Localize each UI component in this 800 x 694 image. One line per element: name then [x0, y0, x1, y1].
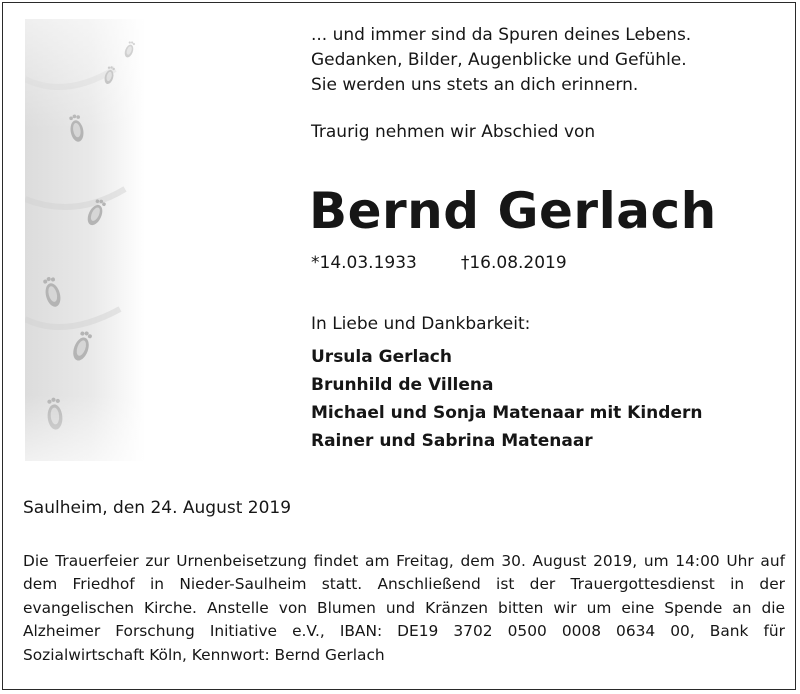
life-dates: [311, 251, 567, 276]
death-date: †16.08.2019: [460, 253, 567, 273]
verse-line: Sie werden uns stets an dich erinnern.: [311, 75, 639, 95]
notice-frame: [2, 2, 796, 690]
memorial-verse: [311, 23, 781, 98]
mourner-name: Michael und Sonja Matenaar mit Kindern: [311, 403, 703, 423]
farewell-line: Traurig nehmen wir Abschied von: [311, 122, 596, 142]
funeral-notice: Die Trauerfeier zur Urnenbeisetzung findet am Freitag, dem 30. August 2019, um 14:00 Uhr auf dem Friedhof in Nieder-Saulheim statt. Anschließend ist der Trauergottesdienst in der evangelischen Kirche. Anstelle von Blumen und Kränzen bitten wir um eine Spende an die Alzheimer Forschung Initiative e.V., IBAN: DE19 3702 0500 0008 0634 00, Bank für Sozialwirtschaft Köln, Kennwort: Bernd Gerlach: [23, 552, 785, 664]
deceased-name: Bernd Gerlach: [309, 182, 717, 240]
birth-date: *14.03.1933: [311, 253, 417, 273]
footprints-image: [25, 19, 145, 461]
mourner-name: Rainer und Sabrina Matenaar: [311, 431, 593, 451]
verse-line: Gedanken, Bilder, Augenblicke und Gefühle.: [311, 50, 687, 70]
mourners-list: [311, 343, 702, 455]
mourner-name: Ursula Gerlach: [311, 347, 452, 367]
gratitude-line: In Liebe und Dankbarkeit:: [311, 314, 531, 334]
mourner-name: Brunhild de Villena: [311, 375, 494, 395]
place-date: Saulheim, den 24. August 2019: [23, 498, 292, 518]
verse-line: ... und immer sind da Spuren deines Lebens.: [311, 25, 692, 45]
